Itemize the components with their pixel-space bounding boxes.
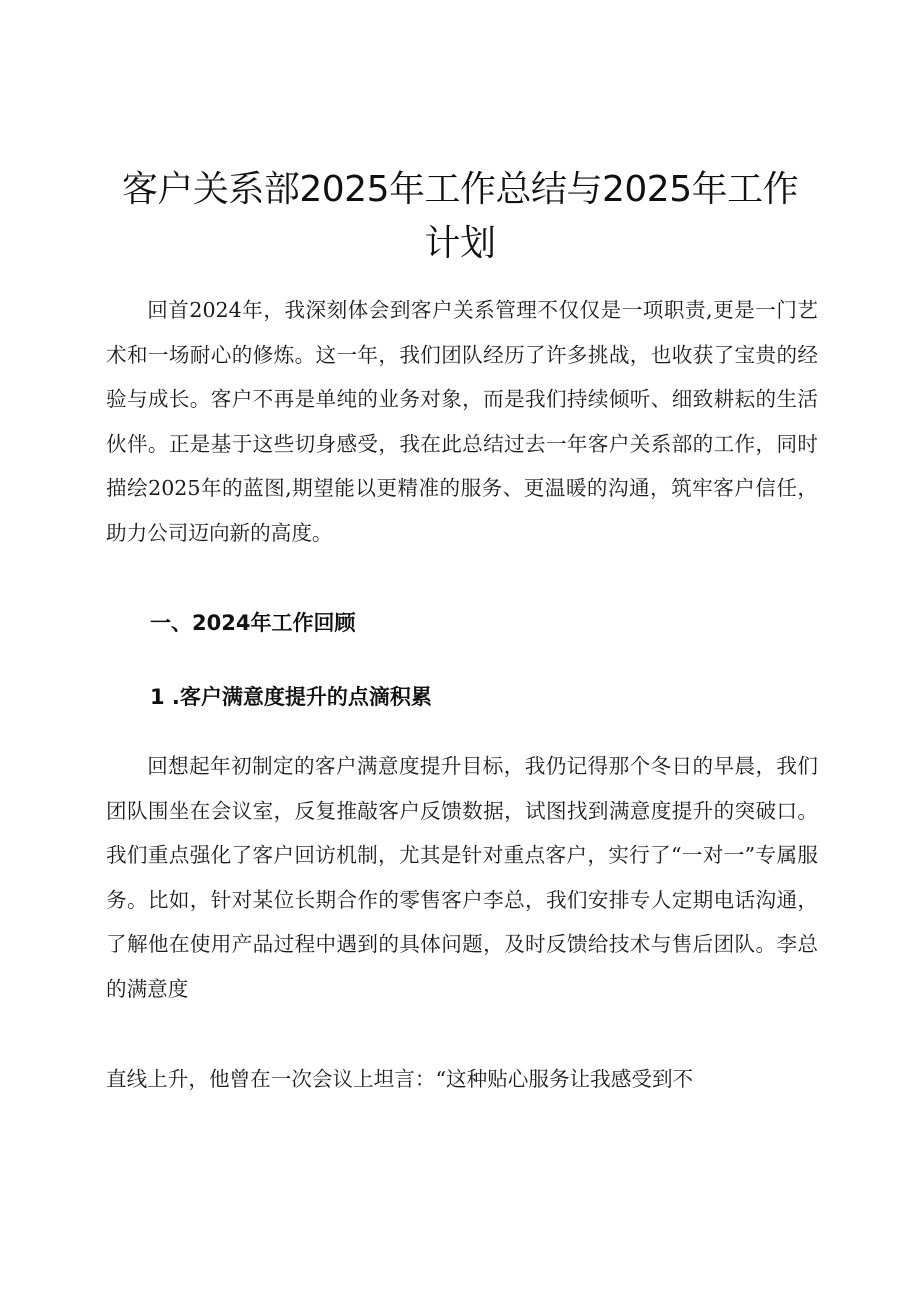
- subsection-heading-satisfaction: 1 .客户满意度提升的点滴积累: [150, 685, 432, 709]
- section-heading-work-review: 一、2024年工作回顾: [150, 611, 356, 635]
- body-paragraph-satisfaction: 回想起年初制定的客户满意度提升目标，我仍记得那个冬日的早晨，我们团队围坐在会议室，反复推敲客户反馈数据，试图找到满意度提升的突破口。我们重点强化了客户回访机制，尤其是针对重点客户，实行了“一对一”专属服务。比如，针对某位长期合作的零售客户李总，我们安排专人定期电话沟通，了解他在使用产品过程中遇到的具体问题，及时反馈给技术与售后团队。李总的满意度: [106, 754, 818, 1001]
- document-title-line-1: 客户关系部2025年工作总结与2025年工作: [121, 169, 799, 210]
- document-title-line-2: 计划: [424, 223, 496, 264]
- body-paragraph-continuation: 直线上升，他曾在一次会议上坦言：“这种贴心服务让我感受到不: [106, 1067, 694, 1091]
- intro-paragraph: 回首2024年，我深刻体会到客户关系管理不仅仅是一项职责,更是一门艺术和一场耐心的修炼。这一年，我们团队经历了许多挑战，也收获了宝贵的经验与成长。客户不再是单纯的业务对象，而是我们持续倾听、细致耕耘的生活伙伴。正是基于这些切身感受，我在此总结过去一年客户关系部的工作，同时描绘2025年的蓝图,期望能以更精准的服务、更温暖的沟通，筑牢客户信任，助力公司迈向新的高度。: [106, 298, 818, 545]
